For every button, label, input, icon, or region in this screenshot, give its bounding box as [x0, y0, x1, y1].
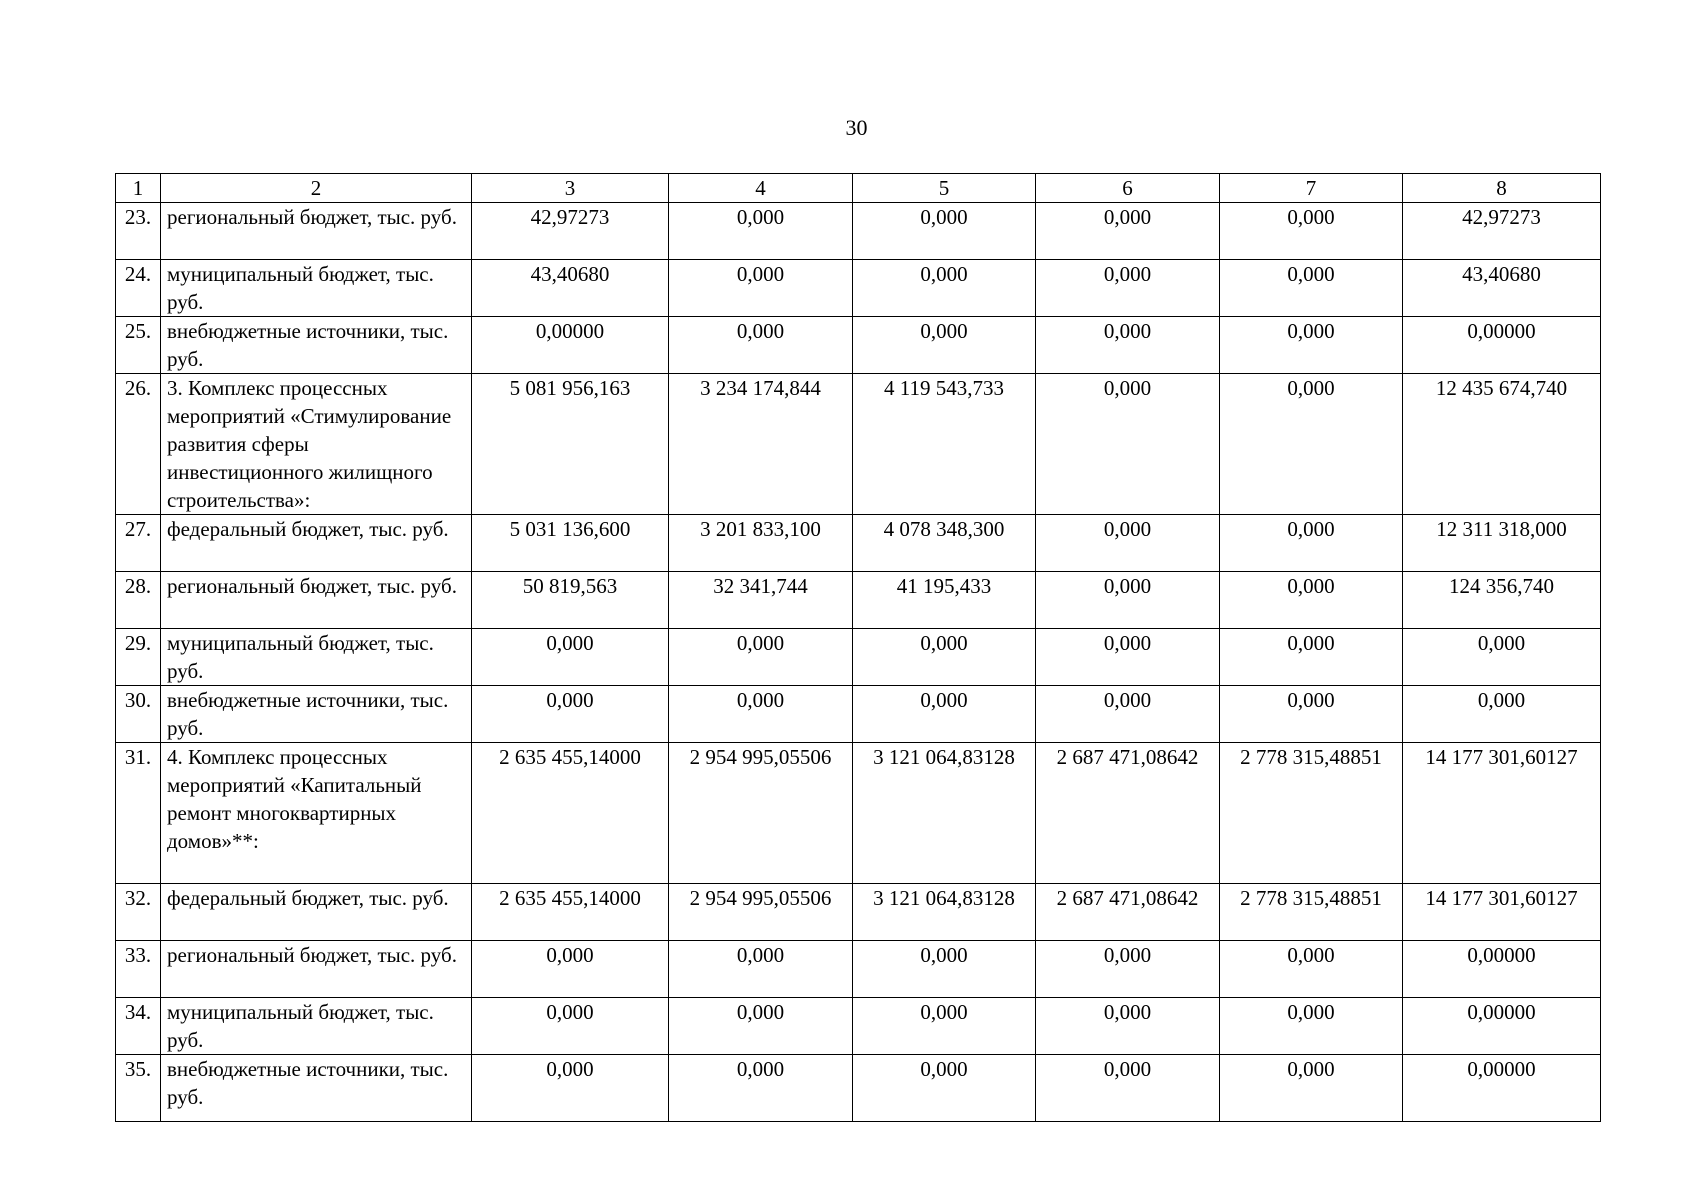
table-row — [116, 317, 1601, 374]
row-name: региональный бюджет, тыс. руб. — [161, 941, 472, 998]
value-cell: 0,000 — [1036, 998, 1220, 1055]
value-cell: 5 081 956,163 — [472, 374, 669, 515]
value-cell: 0,000 — [853, 941, 1036, 998]
value-cell: 124 356,740 — [1403, 572, 1601, 629]
row-number: 24. — [116, 260, 161, 317]
row-number: 30. — [116, 686, 161, 743]
value-cell: 0,000 — [1036, 317, 1220, 374]
value-cell: 42,97273 — [472, 203, 669, 260]
value-cell: 2 778 315,48851 — [1220, 743, 1403, 884]
value-cell: 0,000 — [669, 686, 853, 743]
value-cell: 0,000 — [853, 317, 1036, 374]
value-cell: 0,000 — [853, 203, 1036, 260]
row-number: 34. — [116, 998, 161, 1055]
value-cell: 0,000 — [472, 629, 669, 686]
value-cell: 0,000 — [1220, 572, 1403, 629]
value-cell: 0,000 — [669, 260, 853, 317]
row-number: 25. — [116, 317, 161, 374]
value-cell: 0,000 — [1036, 260, 1220, 317]
value-cell: 0,000 — [472, 1055, 669, 1122]
value-cell: 0,000 — [853, 998, 1036, 1055]
table-row — [116, 203, 1601, 260]
value-cell: 0,00000 — [1403, 1055, 1601, 1122]
value-cell: 0,000 — [669, 941, 853, 998]
value-cell: 2 687 471,08642 — [1036, 743, 1220, 884]
value-cell: 3 234 174,844 — [669, 374, 853, 515]
table-row — [116, 374, 1601, 515]
value-cell: 0,00000 — [1403, 317, 1601, 374]
value-cell: 0,000 — [1036, 515, 1220, 572]
table-row — [116, 998, 1601, 1055]
value-cell: 0,000 — [1220, 374, 1403, 515]
header-cell: 3 — [472, 174, 669, 203]
value-cell: 0,000 — [1220, 686, 1403, 743]
value-cell: 0,000 — [1220, 515, 1403, 572]
value-cell: 41 195,433 — [853, 572, 1036, 629]
value-cell: 4 119 543,733 — [853, 374, 1036, 515]
row-number: 32. — [116, 884, 161, 941]
value-cell: 2 687 471,08642 — [1036, 884, 1220, 941]
value-cell: 0,000 — [669, 1055, 853, 1122]
row-number: 35. — [116, 1055, 161, 1122]
table-row — [116, 743, 1601, 884]
row-name: муниципальный бюджет, тыс. руб. — [161, 629, 472, 686]
value-cell: 0,000 — [1036, 629, 1220, 686]
value-cell: 0,000 — [669, 203, 853, 260]
value-cell: 0,000 — [1403, 686, 1601, 743]
table-row — [116, 1055, 1601, 1122]
table-header-row — [116, 174, 1601, 203]
value-cell: 0,000 — [1036, 374, 1220, 515]
table-row — [116, 515, 1601, 572]
value-cell: 50 819,563 — [472, 572, 669, 629]
value-cell: 14 177 301,60127 — [1403, 743, 1601, 884]
value-cell: 42,97273 — [1403, 203, 1601, 260]
header-cell: 1 — [116, 174, 161, 203]
value-cell: 0,00000 — [1403, 998, 1601, 1055]
table-row — [116, 686, 1601, 743]
header-cell: 6 — [1036, 174, 1220, 203]
value-cell: 0,000 — [1220, 260, 1403, 317]
table-row — [116, 572, 1601, 629]
value-cell: 0,000 — [1220, 203, 1403, 260]
value-cell: 0,000 — [669, 317, 853, 374]
value-cell: 2 954 995,05506 — [669, 884, 853, 941]
value-cell: 0,000 — [1220, 1055, 1403, 1122]
value-cell: 0,000 — [1036, 572, 1220, 629]
value-cell: 0,000 — [472, 998, 669, 1055]
row-number: 27. — [116, 515, 161, 572]
value-cell: 0,000 — [853, 1055, 1036, 1122]
row-number: 33. — [116, 941, 161, 998]
row-name: региональный бюджет, тыс. руб. — [161, 203, 472, 260]
value-cell: 5 031 136,600 — [472, 515, 669, 572]
table-row — [116, 884, 1601, 941]
value-cell: 2 778 315,48851 — [1220, 884, 1403, 941]
value-cell: 0,000 — [1036, 941, 1220, 998]
value-cell: 2 635 455,14000 — [472, 743, 669, 884]
value-cell: 0,000 — [1220, 998, 1403, 1055]
value-cell: 0,000 — [853, 260, 1036, 317]
value-cell: 0,000 — [669, 629, 853, 686]
value-cell: 43,40680 — [1403, 260, 1601, 317]
value-cell: 0,000 — [1036, 203, 1220, 260]
value-cell: 3 121 064,83128 — [853, 884, 1036, 941]
budget-table — [115, 173, 1601, 1122]
row-name: муниципальный бюджет, тыс. руб. — [161, 260, 472, 317]
header-cell: 4 — [669, 174, 853, 203]
row-name: 3. Комплекс процессных мероприятий «Стимулирование развития сферы инвестиционного жилищного строительства»: — [161, 374, 472, 515]
header-cell: 2 — [161, 174, 472, 203]
value-cell: 3 201 833,100 — [669, 515, 853, 572]
value-cell: 12 311 318,000 — [1403, 515, 1601, 572]
value-cell: 4 078 348,300 — [853, 515, 1036, 572]
value-cell: 32 341,744 — [669, 572, 853, 629]
value-cell: 3 121 064,83128 — [853, 743, 1036, 884]
header-cell: 7 — [1220, 174, 1403, 203]
value-cell: 0,000 — [1036, 686, 1220, 743]
value-cell: 0,000 — [669, 998, 853, 1055]
value-cell: 0,000 — [472, 686, 669, 743]
table-row — [116, 629, 1601, 686]
value-cell: 0,000 — [853, 629, 1036, 686]
row-name: внебюджетные источники, тыс. руб. — [161, 686, 472, 743]
row-name: региональный бюджет, тыс. руб. — [161, 572, 472, 629]
table-row — [116, 941, 1601, 998]
row-number: 26. — [116, 374, 161, 515]
row-name: муниципальный бюджет, тыс. руб. — [161, 998, 472, 1055]
value-cell: 0,000 — [1403, 629, 1601, 686]
row-name: внебюджетные источники, тыс. руб. — [161, 1055, 472, 1122]
header-cell: 5 — [853, 174, 1036, 203]
value-cell: 12 435 674,740 — [1403, 374, 1601, 515]
header-cell: 8 — [1403, 174, 1601, 203]
value-cell: 0,00000 — [472, 317, 669, 374]
value-cell: 2 954 995,05506 — [669, 743, 853, 884]
value-cell: 0,000 — [853, 686, 1036, 743]
value-cell: 0,000 — [1220, 941, 1403, 998]
row-name: 4. Комплекс процессных мероприятий «Капитальный ремонт многоквартирных домов»**: — [161, 743, 472, 884]
row-number: 28. — [116, 572, 161, 629]
value-cell: 14 177 301,60127 — [1403, 884, 1601, 941]
row-name: внебюджетные источники, тыс. руб. — [161, 317, 472, 374]
value-cell: 0,000 — [1220, 317, 1403, 374]
row-number: 29. — [116, 629, 161, 686]
value-cell: 0,000 — [1220, 629, 1403, 686]
value-cell: 0,000 — [472, 941, 669, 998]
row-name: федеральный бюджет, тыс. руб. — [161, 884, 472, 941]
page-number: 30 — [845, 115, 868, 140]
table-row — [116, 260, 1601, 317]
row-number: 31. — [116, 743, 161, 884]
value-cell: 2 635 455,14000 — [472, 884, 669, 941]
row-name: федеральный бюджет, тыс. руб. — [161, 515, 472, 572]
value-cell: 43,40680 — [472, 260, 669, 317]
row-number: 23. — [116, 203, 161, 260]
value-cell: 0,000 — [1036, 1055, 1220, 1122]
value-cell: 0,00000 — [1403, 941, 1601, 998]
